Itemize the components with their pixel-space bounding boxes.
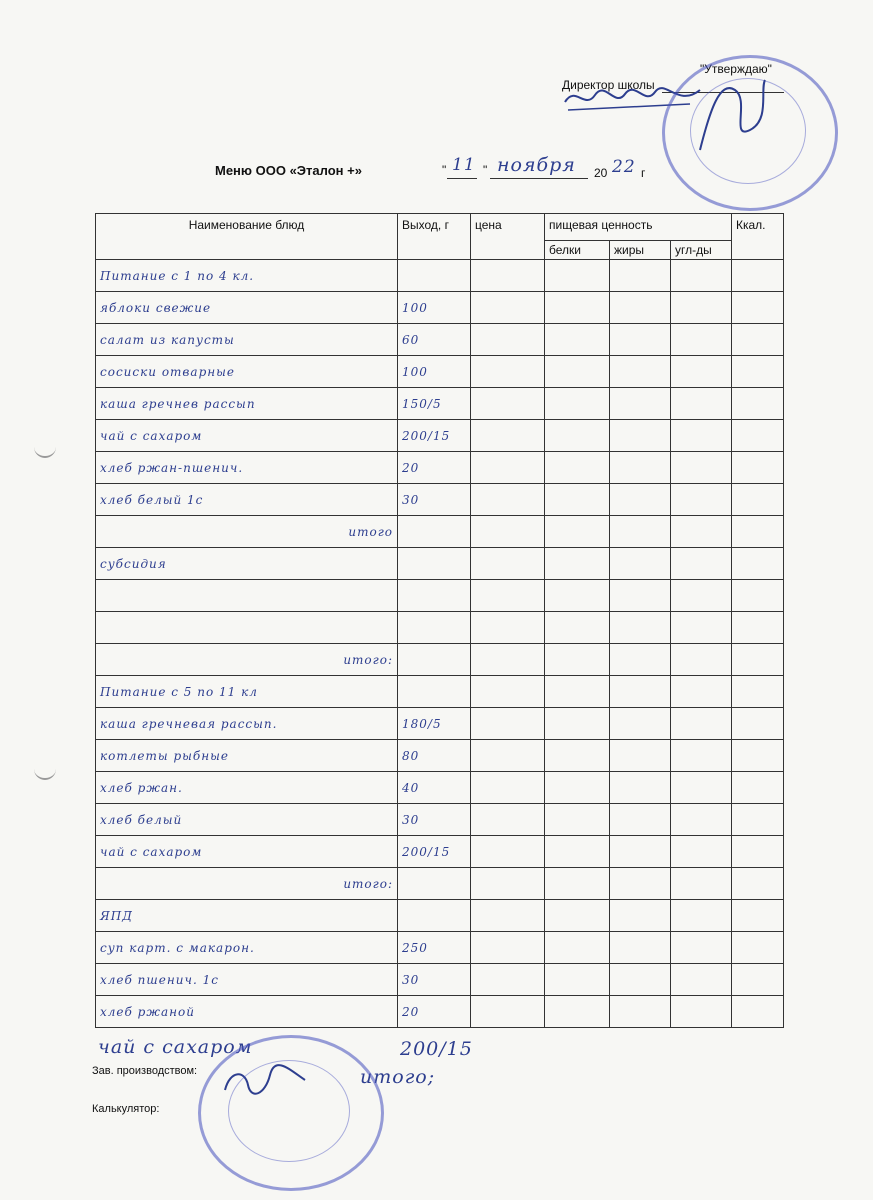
table-row: [96, 868, 784, 900]
extra-total: итого;: [360, 1066, 436, 1088]
table-row: [96, 292, 784, 324]
dish-name: хлеб ржаной: [96, 996, 398, 1028]
cell-fat: [610, 740, 671, 772]
cell-kcal: [732, 612, 784, 644]
dish-name: каша гречневая рассып.: [96, 708, 398, 740]
approve-label: "Утверждаю": [700, 62, 772, 76]
col-yield-header: Выход, г: [398, 214, 471, 260]
cell-protein: [545, 580, 610, 612]
cell-protein: [545, 868, 610, 900]
cell-carbs: [671, 644, 732, 676]
cell-protein: [545, 804, 610, 836]
cell-fat: [610, 292, 671, 324]
dish-name: сосиски отварные: [96, 356, 398, 388]
dish-name: каша гречнев рассып: [96, 388, 398, 420]
cell-carbs: [671, 868, 732, 900]
stamp-signature: [690, 70, 770, 160]
cell-protein: [545, 644, 610, 676]
cell-fat: [610, 676, 671, 708]
company-stamp-ring: [228, 1060, 350, 1162]
cell-carbs: [671, 932, 732, 964]
cell-kcal: [732, 548, 784, 580]
cell-kcal: [732, 260, 784, 292]
cell-carbs: [671, 676, 732, 708]
cell-carbs: [671, 580, 732, 612]
cell-kcal: [732, 996, 784, 1028]
table-row: [96, 580, 784, 612]
cell-protein: [545, 932, 610, 964]
cell-price: [471, 420, 545, 452]
cell-kcal: [732, 516, 784, 548]
dish-yield: [398, 260, 471, 292]
table-row: [96, 932, 784, 964]
dish-yield: 100: [398, 356, 471, 388]
menu-title: Меню ООО «Эталон +»: [215, 163, 362, 178]
cell-protein: [545, 708, 610, 740]
cell-protein: [545, 548, 610, 580]
cell-kcal: [732, 932, 784, 964]
cell-kcal: [732, 868, 784, 900]
dish-name: Питание с 5 по 11 кл: [96, 676, 398, 708]
col-carbs-header: угл-ды: [671, 241, 732, 260]
table-row: [96, 740, 784, 772]
dish-yield: [398, 868, 471, 900]
dish-yield: 20: [398, 452, 471, 484]
menu-table: [95, 213, 784, 1028]
cell-fat: [610, 452, 671, 484]
cell-price: [471, 356, 545, 388]
cell-protein: [545, 452, 610, 484]
dish-name: яблоки свежие: [96, 292, 398, 324]
table-row: [96, 484, 784, 516]
date-close-quote: ": [483, 163, 488, 177]
cell-fat: [610, 516, 671, 548]
table-row: [96, 324, 784, 356]
col-protein-header: белки: [545, 241, 610, 260]
col-kcal-header: Ккал.: [732, 214, 784, 260]
cell-price: [471, 612, 545, 644]
cell-carbs: [671, 484, 732, 516]
dish-yield: [398, 676, 471, 708]
cell-protein: [545, 900, 610, 932]
cell-protein: [545, 292, 610, 324]
table-row: [96, 996, 784, 1028]
cell-kcal: [732, 452, 784, 484]
cell-fat: [610, 996, 671, 1028]
cell-price: [471, 964, 545, 996]
cell-carbs: [671, 356, 732, 388]
cell-fat: [610, 548, 671, 580]
dish-yield: 40: [398, 772, 471, 804]
cell-carbs: [671, 452, 732, 484]
dish-yield: 100: [398, 292, 471, 324]
cell-protein: [545, 484, 610, 516]
cell-kcal: [732, 740, 784, 772]
cell-protein: [545, 836, 610, 868]
director-label: Директор школы: [562, 78, 655, 92]
dish-name: итого: [96, 516, 398, 548]
cell-price: [471, 516, 545, 548]
dish-yield: [398, 644, 471, 676]
punch-hole-bottom: [34, 762, 56, 780]
cell-protein: [545, 388, 610, 420]
cell-price: [471, 708, 545, 740]
dish-name: [96, 612, 398, 644]
col-fat-header: жиры: [610, 241, 671, 260]
cell-carbs: [671, 964, 732, 996]
cell-protein: [545, 260, 610, 292]
dish-yield: 180/5: [398, 708, 471, 740]
cell-price: [471, 324, 545, 356]
cell-kcal: [732, 708, 784, 740]
date-day-line: [447, 178, 477, 179]
cell-carbs: [671, 324, 732, 356]
cell-protein: [545, 676, 610, 708]
punch-hole-top: [34, 440, 56, 458]
cell-kcal: [732, 420, 784, 452]
cell-kcal: [732, 580, 784, 612]
table-row: [96, 900, 784, 932]
cell-carbs: [671, 420, 732, 452]
cell-price: [471, 292, 545, 324]
dish-yield: 200/15: [398, 420, 471, 452]
table-row: [96, 420, 784, 452]
cell-carbs: [671, 740, 732, 772]
cell-protein: [545, 516, 610, 548]
cell-price: [471, 900, 545, 932]
cell-protein: [545, 356, 610, 388]
cell-price: [471, 932, 545, 964]
dish-name: хлеб белый: [96, 804, 398, 836]
dish-name: ЯПД: [96, 900, 398, 932]
cell-carbs: [671, 900, 732, 932]
date-day: 11: [452, 155, 476, 175]
cell-protein: [545, 772, 610, 804]
dish-name: [96, 580, 398, 612]
dish-name: салат из капусты: [96, 324, 398, 356]
cell-fat: [610, 388, 671, 420]
cell-protein: [545, 964, 610, 996]
cell-fat: [610, 484, 671, 516]
dish-name: Питание с 1 по 4 кл.: [96, 260, 398, 292]
cell-kcal: [732, 356, 784, 388]
cell-kcal: [732, 484, 784, 516]
dish-yield: 150/5: [398, 388, 471, 420]
dish-yield: [398, 580, 471, 612]
table-row: [96, 356, 784, 388]
dish-yield: 30: [398, 804, 471, 836]
table-row: [96, 772, 784, 804]
col-price-header: цена: [471, 214, 545, 260]
cell-kcal: [732, 388, 784, 420]
dish-yield: [398, 516, 471, 548]
cell-price: [471, 260, 545, 292]
cell-carbs: [671, 388, 732, 420]
cell-fat: [610, 420, 671, 452]
cell-kcal: [732, 964, 784, 996]
table-row: [96, 452, 784, 484]
cell-protein: [545, 324, 610, 356]
cell-fat: [610, 836, 671, 868]
cell-carbs: [671, 612, 732, 644]
cell-kcal: [732, 804, 784, 836]
cell-price: [471, 676, 545, 708]
table-row: [96, 612, 784, 644]
cell-carbs: [671, 836, 732, 868]
year-g: г: [641, 166, 646, 180]
col-nutrition-header: пищевая ценность: [545, 214, 732, 241]
dish-yield: [398, 900, 471, 932]
dish-name: хлеб белый 1с: [96, 484, 398, 516]
table-row: [96, 644, 784, 676]
dish-yield: 20: [398, 996, 471, 1028]
cell-fat: [610, 868, 671, 900]
cell-fat: [610, 260, 671, 292]
dish-name: котлеты рыбные: [96, 740, 398, 772]
dish-yield: 250: [398, 932, 471, 964]
extra-tea-name: чай с сахаром: [98, 1036, 253, 1058]
dish-yield: 80: [398, 740, 471, 772]
date-open-quote: ": [442, 163, 447, 177]
cell-carbs: [671, 996, 732, 1028]
manager-label: Зав. производством:: [92, 1065, 198, 1077]
date-month: ноября: [497, 154, 576, 176]
cell-kcal: [732, 324, 784, 356]
table-row: [96, 836, 784, 868]
cell-fat: [610, 772, 671, 804]
cell-protein: [545, 740, 610, 772]
cell-protein: [545, 612, 610, 644]
dish-yield: 30: [398, 964, 471, 996]
dish-name: хлеб ржан.: [96, 772, 398, 804]
table-row: [96, 804, 784, 836]
cell-price: [471, 452, 545, 484]
cell-fat: [610, 804, 671, 836]
cell-price: [471, 644, 545, 676]
table-row: [96, 708, 784, 740]
dish-yield: 30: [398, 484, 471, 516]
dish-name: хлеб ржан-пшенич.: [96, 452, 398, 484]
table-row: [96, 260, 784, 292]
dish-name: субсидия: [96, 548, 398, 580]
table-row: [96, 964, 784, 996]
cell-carbs: [671, 708, 732, 740]
cell-protein: [545, 996, 610, 1028]
year-suffix: 22: [612, 157, 636, 177]
cell-fat: [610, 932, 671, 964]
cell-kcal: [732, 900, 784, 932]
cell-fat: [610, 644, 671, 676]
cell-fat: [610, 580, 671, 612]
table-row: [96, 388, 784, 420]
cell-fat: [610, 708, 671, 740]
table-row: [96, 676, 784, 708]
dish-name: итого:: [96, 644, 398, 676]
cell-protein: [545, 420, 610, 452]
dish-yield: 200/15: [398, 836, 471, 868]
cell-kcal: [732, 836, 784, 868]
cell-fat: [610, 900, 671, 932]
cell-carbs: [671, 804, 732, 836]
extra-tea-yield: 200/15: [400, 1038, 473, 1060]
menu-body: [96, 260, 784, 1028]
cell-price: [471, 580, 545, 612]
cell-fat: [610, 612, 671, 644]
dish-name: чай с сахаром: [96, 420, 398, 452]
dish-yield: [398, 548, 471, 580]
cell-fat: [610, 356, 671, 388]
cell-price: [471, 804, 545, 836]
cell-price: [471, 868, 545, 900]
dish-name: чай с сахаром: [96, 836, 398, 868]
date-month-line: [490, 178, 588, 179]
cell-carbs: [671, 772, 732, 804]
cell-kcal: [732, 644, 784, 676]
dish-name: суп карт. с макарон.: [96, 932, 398, 964]
dish-yield: 60: [398, 324, 471, 356]
cell-kcal: [732, 292, 784, 324]
col-name-header: Наименование блюд: [96, 214, 398, 260]
table-row: [96, 516, 784, 548]
cell-carbs: [671, 260, 732, 292]
year-prefix: 20: [594, 166, 608, 180]
cell-carbs: [671, 292, 732, 324]
cell-carbs: [671, 516, 732, 548]
cell-price: [471, 836, 545, 868]
calculator-label: Калькулятор:: [92, 1103, 160, 1115]
dish-name: хлеб пшенич. 1с: [96, 964, 398, 996]
cell-price: [471, 740, 545, 772]
cell-fat: [610, 964, 671, 996]
dish-yield: [398, 612, 471, 644]
dish-name: итого:: [96, 868, 398, 900]
cell-price: [471, 772, 545, 804]
cell-kcal: [732, 676, 784, 708]
cell-price: [471, 484, 545, 516]
cell-price: [471, 996, 545, 1028]
cell-carbs: [671, 548, 732, 580]
cell-price: [471, 388, 545, 420]
cell-fat: [610, 324, 671, 356]
table-row: [96, 548, 784, 580]
cell-kcal: [732, 772, 784, 804]
cell-price: [471, 548, 545, 580]
